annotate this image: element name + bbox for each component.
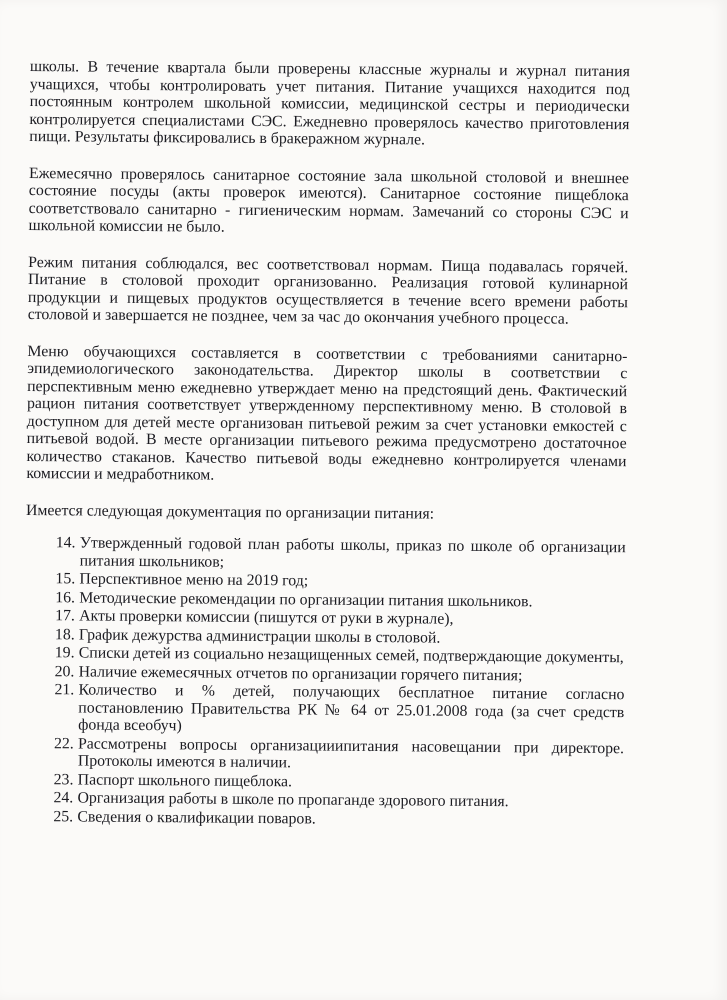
- list-item-number: 24.: [53, 789, 74, 807]
- document-body: [23, 58, 630, 831]
- list-item-number: 25.: [53, 807, 74, 825]
- list-item-number: 18.: [54, 625, 75, 643]
- list-item-text: Методические рекомендации по организации питания школьников.: [79, 588, 533, 610]
- list-item-text: Утвержденный годовой план работы школы, приказ по школе об организации питания школьников;: [79, 534, 626, 571]
- list-item-text: Сведения о квалификации поваров.: [77, 807, 316, 828]
- list-item-text: Организация работы в школе по пропаганде здорового питания.: [77, 789, 509, 811]
- list-item: [54, 735, 624, 775]
- list-item-text: График дежурства администрации школы в столовой.: [78, 625, 441, 647]
- list-item-number: 23.: [53, 770, 74, 788]
- documentation-list: [23, 534, 626, 830]
- list-item: [54, 681, 624, 738]
- paragraph-journal-control: школы. В течение квартала были проверены классные журналы и журнал питания учащихся, чтобы контролировать учет питания. Питание учащихся находится под постоянным контролем школьной комиссии, медицинской сестры и периодически контролируется специалистами СЭС. Ежедневно проверялось качество приготовления пищи. Результаты фиксировались в бракеражном журнале.: [29, 58, 630, 149]
- list-item-text: Рассмотрены вопросы организацииипитания насовещании при директоре. Протоколы имеются в наличии.: [77, 734, 625, 772]
- documentation-intro: Имеется следующая документация по организации питания:: [25, 501, 435, 523]
- paragraph-menu: Меню обучающихся составляется в соответствии с требованиями санитарно-эпидемиологического законодательства. Директор школы в соответствии с перспективным меню ежедневно утверждает меню на предстоящий день. Фактический рацион питания соответствует утвержденному перспективному меню. В столовой в доступном для детей месте организован питьевой режим за счет установки емкостей с питьевой водой. В месте организации питьевого режима предусмотрено достаточное количество стаканов. Качество питьевой воды ежедневно контролируется членами комиссии и медработником.: [26, 342, 628, 484]
- list-item-text: Паспорт школьного пищеблока.: [77, 770, 293, 790]
- list-item-text: Наличие ежемесячных отчетов по организации горячего питания;: [78, 662, 523, 684]
- list-item-number: 15.: [55, 570, 76, 588]
- list-item-text: Списки детей из социально незащищенных семей, подтверждающие документы,: [78, 644, 624, 667]
- list-item-number: 17.: [55, 607, 75, 625]
- list-item-number: 21.: [54, 681, 75, 699]
- list-item-number: 19.: [54, 644, 75, 662]
- list-item: [56, 534, 626, 574]
- paragraph-sanitary-state: Ежемесячно проверялось санитарное состояние зала школьной столовой и внешнее состояние посуды (акты проверок имеются). Санитарное состояние пищеблока соответствовало санитарно - гигиеническим нормам. Замечаний со стороны СЭС и школьной комиссии не было.: [28, 164, 630, 236]
- paragraph-meal-regime: Режим питания соблюдался, вес соответствовал нормам. Пища подавалась горячей. Питание в столовой проходит организованно. Реализация готовой кулинарной продукции и пищевых продуктов осуществляется в течение всего времени работы столовой и завершается не позднее, чем за час до окончания учебного процесса.: [27, 253, 629, 328]
- list-item-text: Количество и % детей, получающих бесплатное питание согласно постановлению Правительства РК № 64 от 25.01.2008 года (за счет средств фонда всеобуч): [78, 681, 625, 735]
- list-item: [53, 808, 623, 830]
- list-item-number: 14.: [55, 534, 76, 552]
- list-item-text: Акты проверки комиссии (пишутся от руки в журнале),: [79, 607, 454, 628]
- list-item-text: Перспективное меню на 2019 год;: [79, 570, 309, 590]
- list-item-number: 16.: [55, 588, 76, 606]
- list-item-number: 20.: [54, 662, 75, 680]
- list-item-number: 22.: [53, 734, 74, 752]
